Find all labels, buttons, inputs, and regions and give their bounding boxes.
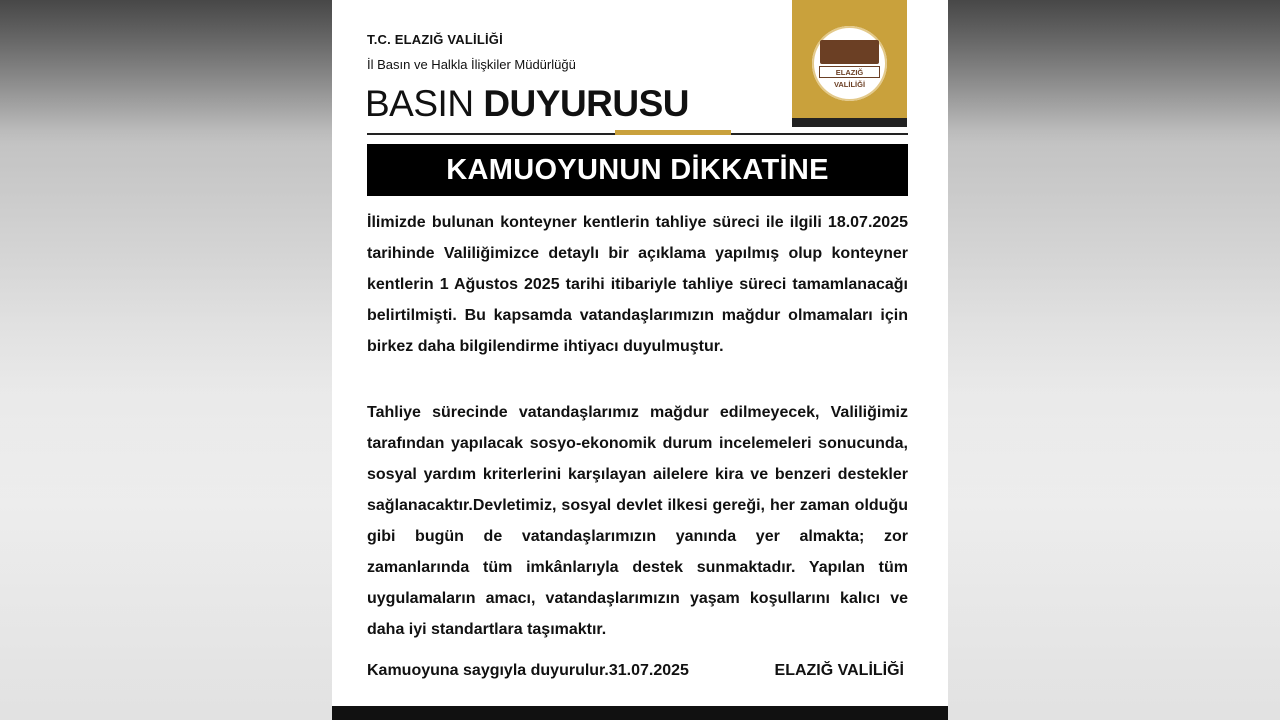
governorship-seal-icon [812, 26, 887, 101]
announcement-banner: KAMUOYUNUN DİKKATİNE [367, 144, 908, 196]
heading-accent-bar [615, 130, 731, 135]
body-paragraph-1: İlimizde bulunan konteyner kentlerin tahliye süreci ile ilgili 18.07.2025 tarihinde Valiliğimizce detaylı bir açıklama yapılmış olup konteyner kentlerin 1 Ağustos 2025 tarihi itibariyle tahliye süreci tamamlanacağı belirtilmişti. Bu kapsamda vatandaşlarımızın mağdur olmamaları için birkez daha bilgilendirme ihtiyacı duyulmuştur. [367, 214, 908, 355]
footer-bar [332, 706, 948, 720]
seal-building-image [820, 40, 879, 64]
logo-panel [792, 0, 907, 118]
organization-title: T.C. ELAZIĞ VALİLİĞİ [367, 32, 503, 47]
background-left [0, 0, 332, 720]
closing-line: Kamuoyuna saygıyla duyurulur.31.07.2025 [367, 662, 689, 679]
document-type-part1: BASIN [365, 83, 484, 124]
logo-panel-base [792, 118, 907, 127]
background-right [948, 0, 1280, 720]
document-type-part2: DUYURUSU [483, 83, 690, 124]
body-paragraph-2: Tahliye sürecinde vatandaşlarımız mağdur edilmeyecek, Valiliğimiz tarafından yapılacak sosyo-ekonomik durum incelemeleri sonucunda, sosyal yardım kriterlerini karşılayan ailelere kira ve benzeri destekler sağlanacaktır.Devletimiz, sosyal devlet ilkesi gereği, her zaman olduğu gibi bugün de vatandaşlarımızın yanında yer almakta; zor zamanlarında tüm imkânlarıyla destek sunmaktadır. Yapılan tüm uygulamaların amacı, vatandaşlarımızın yaşam koşullarını kalıcı ve daha iyi standartlara taşımaktır. [367, 404, 908, 638]
seal-label: ELAZIĞ VALİLİĞİ [819, 66, 880, 78]
document-type-heading [365, 82, 689, 126]
press-release-document [332, 0, 948, 720]
organization-subtitle: İl Basın ve Halkla İlişkiler Müdürlüğü [367, 57, 576, 72]
signature: ELAZIĞ VALİLİĞİ [774, 662, 904, 679]
